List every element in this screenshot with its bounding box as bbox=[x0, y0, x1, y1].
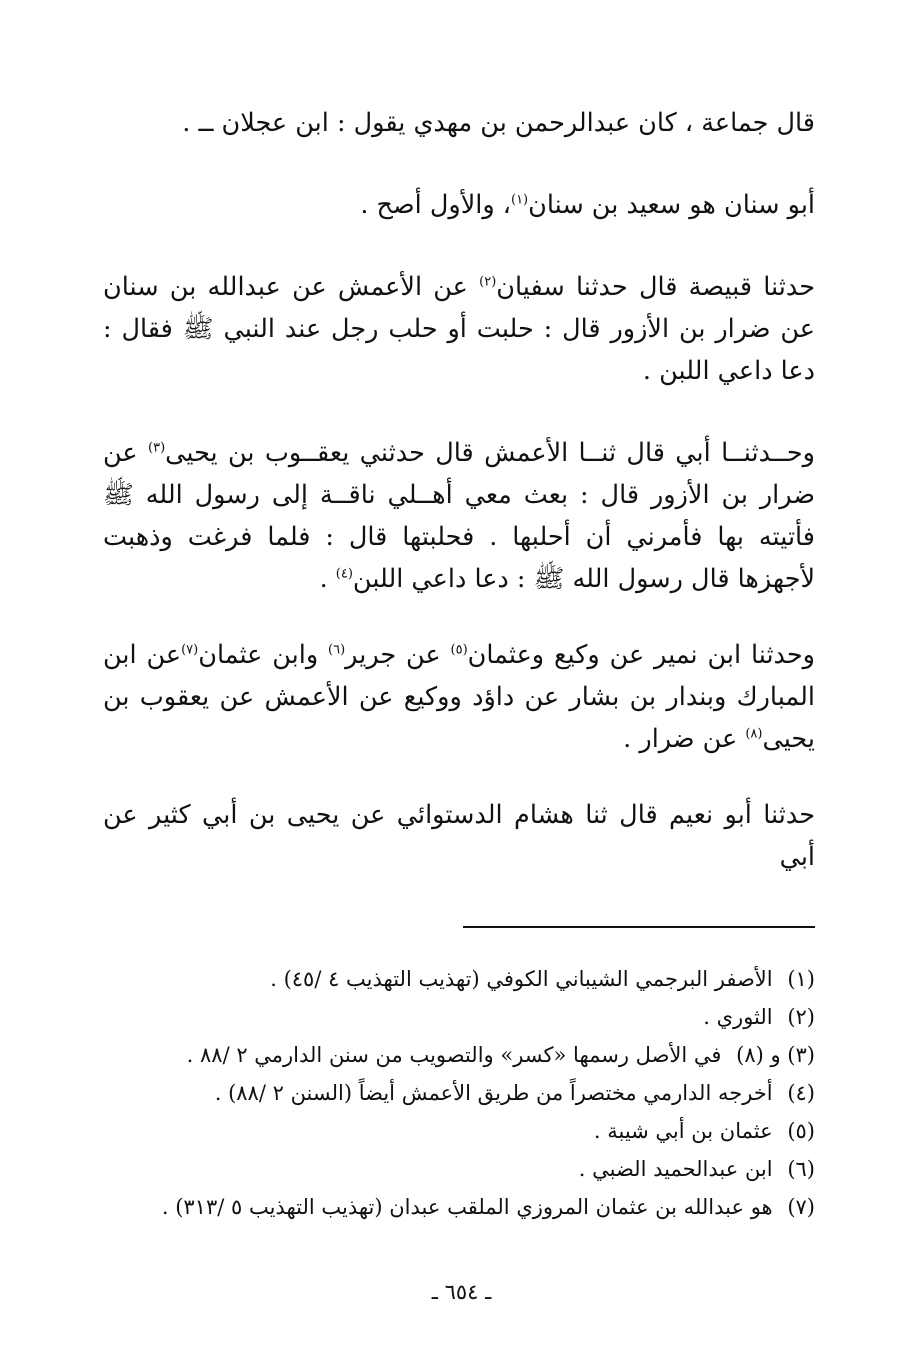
footnote-number: (٥) bbox=[787, 1119, 815, 1143]
text-run: حدثنا أبو نعيم قال ثنا هشام الدستوائي عن يحيى بن أبي كثير عن أبي bbox=[103, 800, 815, 872]
footnote-text: الأصفر البرجمي الشيباني الكوفي (تهذيب التهذيب ٤ /٤٥) . bbox=[270, 967, 773, 991]
footnote bbox=[103, 1112, 815, 1150]
footnote-ref: (١) bbox=[510, 192, 529, 208]
page-number: ـ ٦٥٤ ـ bbox=[431, 1280, 492, 1304]
footnote-number: (٤) bbox=[787, 1081, 815, 1105]
text-run: أبو سنان هو سعيد بن سنان bbox=[528, 190, 815, 220]
footnote-separator bbox=[463, 926, 815, 928]
footnotes bbox=[103, 960, 815, 1226]
footnote-text: عثمان بن أبي شيبة . bbox=[593, 1119, 773, 1143]
footnote-text: هو عبدالله بن عثمان المروزي الملقب عبدان (تهذيب التهذيب ٥ /٣١٣) . bbox=[161, 1195, 773, 1219]
footnote-ref: (٧) bbox=[181, 642, 199, 658]
text-run: عن الأعمش عن عبدالله بن سنان عن ضرار بن الأزور قال : حلبت أو حلب رجل عند النبي ﷺ فقال : دعا داعي اللبن . bbox=[103, 272, 815, 386]
text-run: ، والأول أصح . bbox=[360, 190, 511, 220]
text-run: وحــدثنــا أبي قال ثنــا الأعمش قال حدثني يعقــوب بن يحيى bbox=[165, 438, 815, 468]
footnote-ref: (٤) bbox=[335, 566, 353, 582]
footnote-text: أخرجه الدارمي مختصراً من طريق الأعمش أيضاً (السنن ٢ /٨٨) . bbox=[214, 1081, 773, 1105]
footnote-text: الثوري . bbox=[703, 1005, 773, 1029]
footnote-number: (٧) bbox=[787, 1195, 815, 1219]
footnote-ref: (٢) bbox=[479, 274, 497, 290]
footnote-number: (١) bbox=[787, 967, 815, 991]
footnote bbox=[103, 1036, 815, 1074]
text-run: قال جماعة ، كان عبدالرحمن بن مهدي يقول : ابن عجلان ــ . bbox=[182, 108, 815, 138]
text-run: . bbox=[319, 564, 336, 594]
paragraph bbox=[103, 794, 815, 878]
paragraph bbox=[103, 184, 815, 226]
paragraph bbox=[103, 102, 815, 144]
footnote-text: في الأصل رسمها «كسر» والتصويب من سنن الدارمي ٢ /٨٨ . bbox=[186, 1043, 722, 1067]
footnote bbox=[103, 998, 815, 1036]
footnote bbox=[103, 1188, 815, 1226]
footnote bbox=[103, 1150, 815, 1188]
footnote-number: (٦) bbox=[787, 1157, 815, 1181]
text-run: وابن عثمان bbox=[198, 640, 329, 670]
text-run: وحدثنا ابن نمير عن وكيع وعثمان bbox=[467, 640, 815, 670]
footnote bbox=[103, 1074, 815, 1112]
paragraph bbox=[103, 266, 815, 392]
paragraph bbox=[103, 432, 815, 600]
footnote bbox=[103, 960, 815, 998]
footnote-ref: (٣) bbox=[148, 440, 166, 456]
text-run: عن ضرار بن الأزور قال : بعث معي أهــلي ناقــة إلى رسول الله ﷺ فأتيته بها فأمرني أن أحلبها . فحلبتها قال : فلما فرغت وذهبت لأجهزها قال رسول الله ﷺ : دعا داعي اللبن bbox=[103, 438, 815, 594]
text-run: عن ابن المبارك وبندار بن بشار عن داؤد ووكيع عن الأعمش عن يعقوب بن يحيى bbox=[103, 640, 815, 754]
footnote-ref: (٨) bbox=[745, 726, 763, 742]
text-run: عن جرير bbox=[345, 640, 451, 670]
paragraph bbox=[103, 634, 815, 760]
text-run: عن ضرار . bbox=[623, 724, 746, 754]
text-run: حدثنا قبيصة قال حدثنا سفيان bbox=[496, 272, 816, 302]
footnote-ref: (٥) bbox=[450, 642, 468, 658]
footnote-number: (٣) و (٨) bbox=[736, 1043, 815, 1067]
footnote-text: ابن عبدالحميد الضبي . bbox=[578, 1157, 773, 1181]
footnote-ref: (٦) bbox=[328, 642, 346, 658]
main-text bbox=[103, 102, 815, 878]
footnote-number: (٢) bbox=[787, 1005, 815, 1029]
